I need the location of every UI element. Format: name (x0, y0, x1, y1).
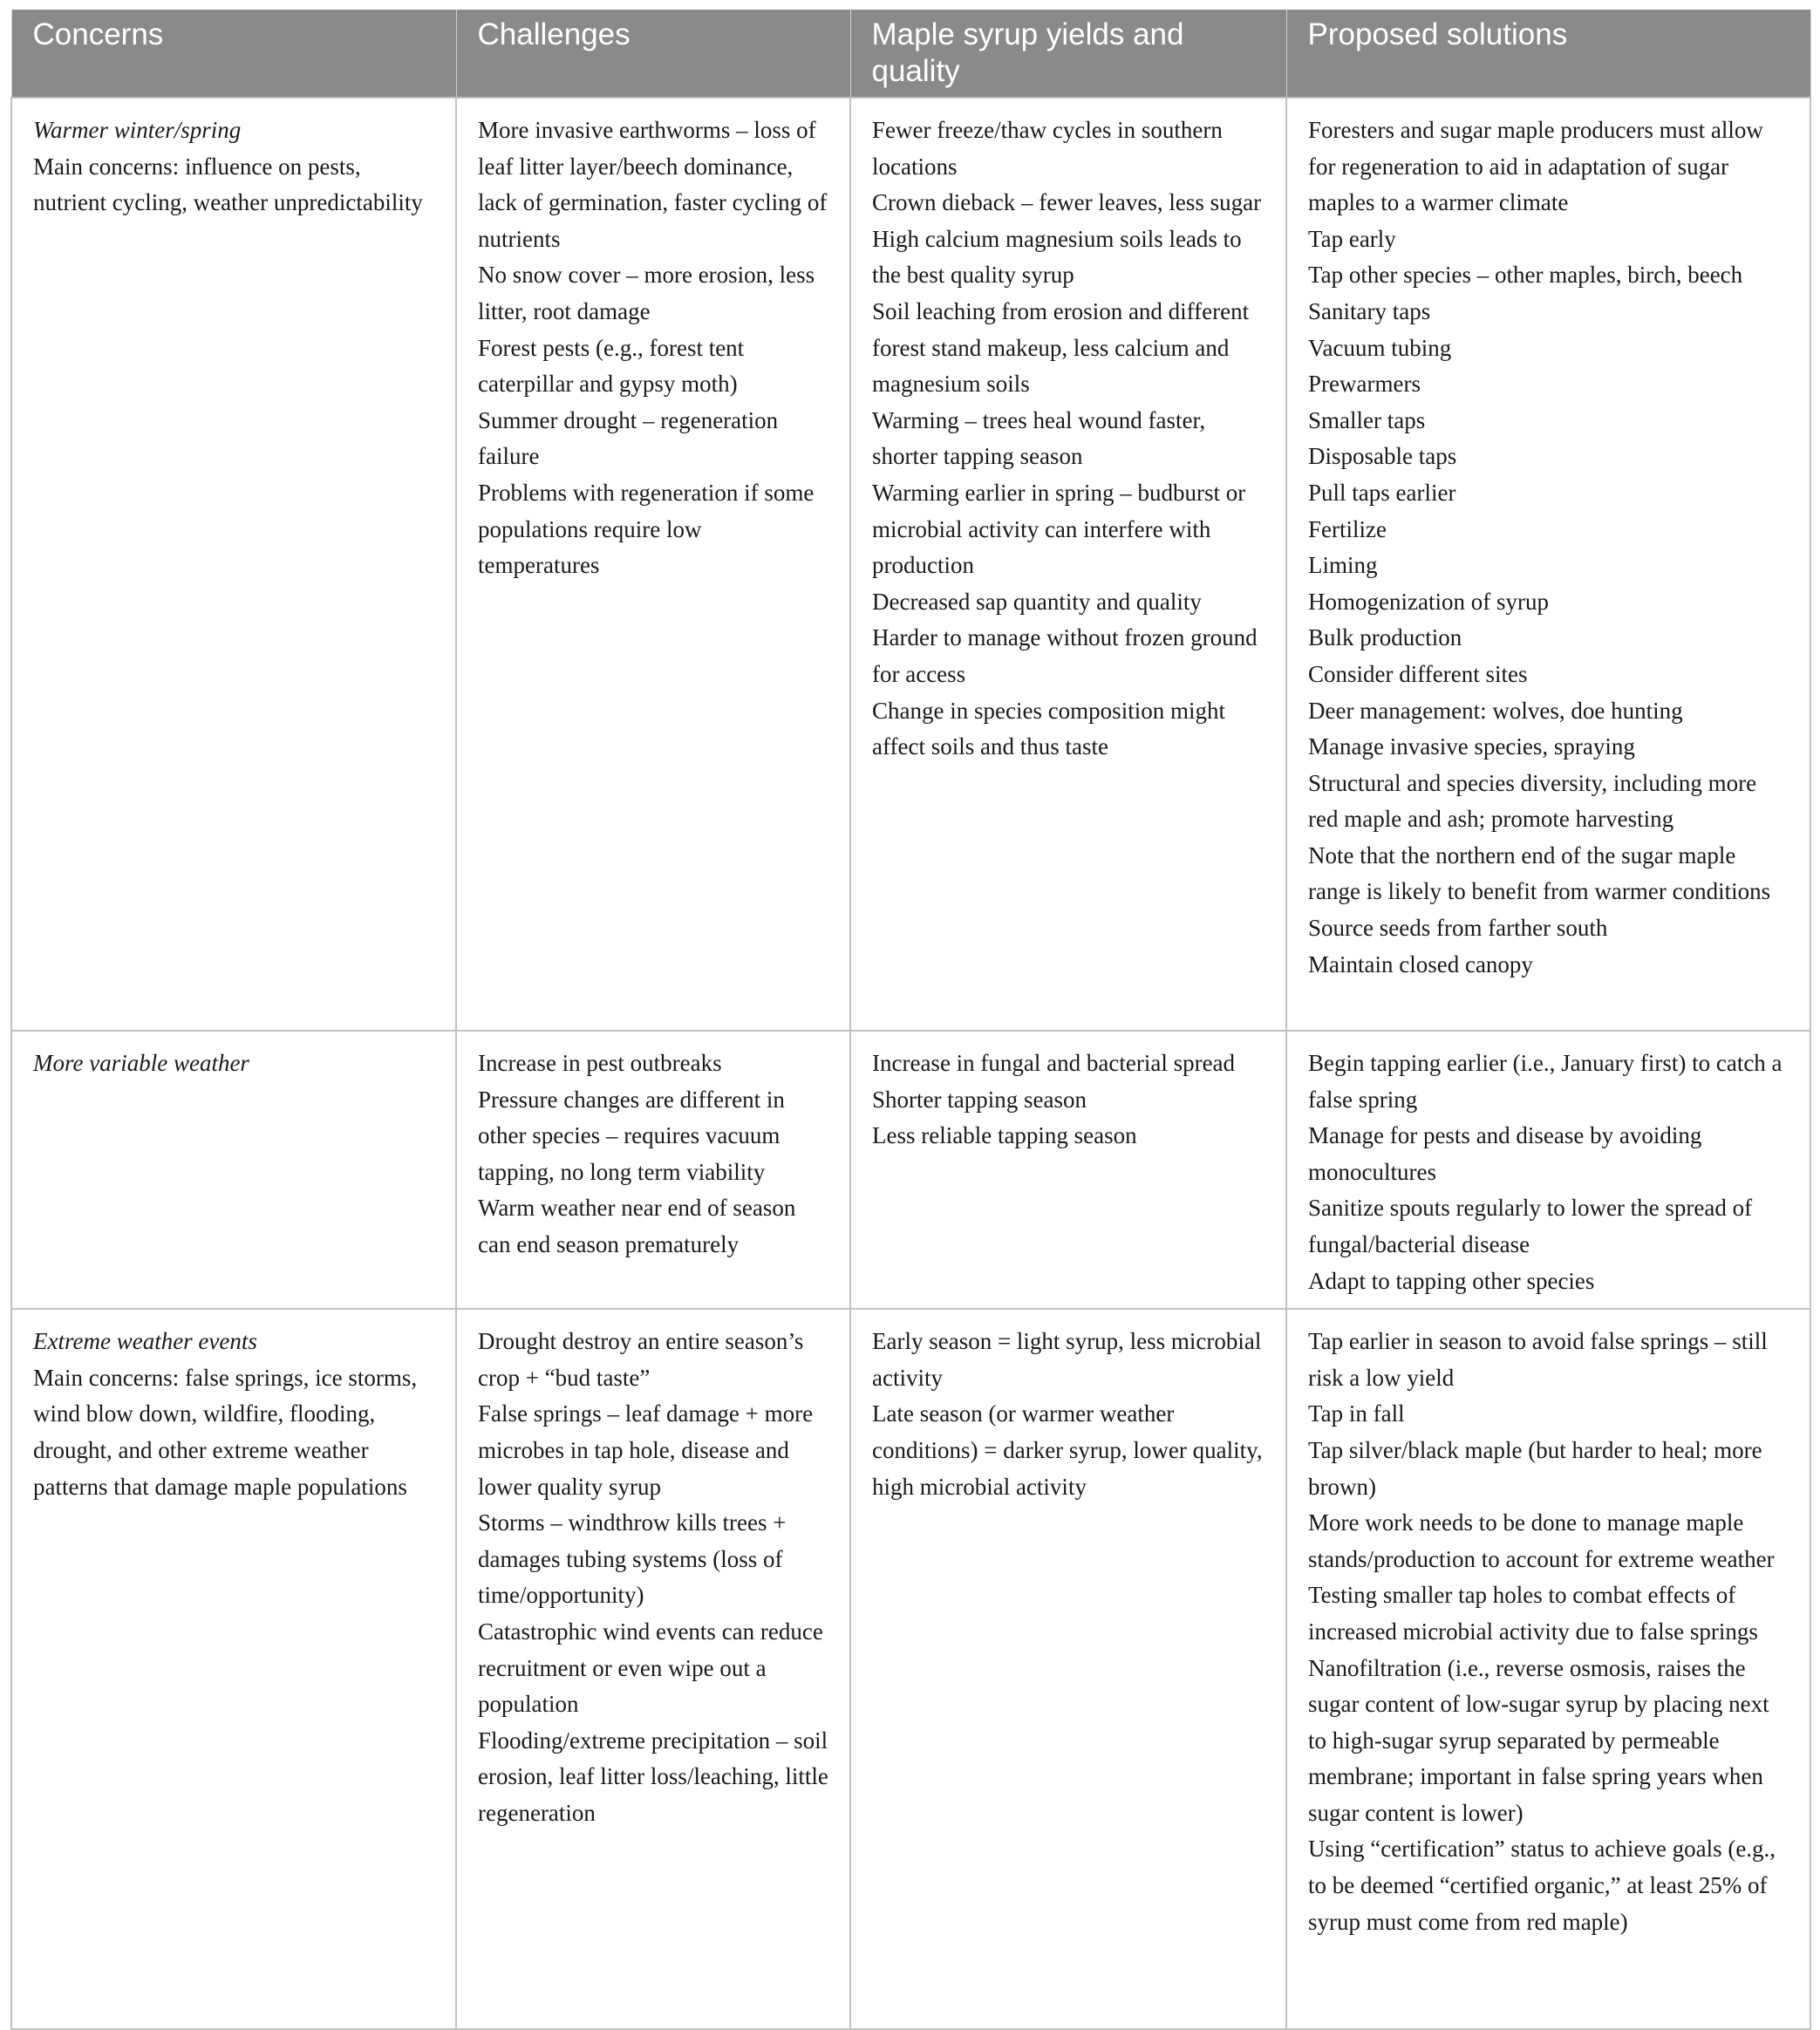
challenges-cell (456, 1031, 850, 1309)
challenges-cell (456, 98, 850, 1031)
cell-line: Using “certification” status to achieve goals (e.g., to be deemed “certified organic,” at least 25% of syrup must come from red maple) (1308, 1836, 1776, 1935)
concern-title: Warmer winter/spring (33, 117, 242, 143)
cell-line: False springs – leaf damage + more microbes in tap hole, disease and lower quality syrup (478, 1400, 814, 1500)
cell-line: Nanofiltration (i.e., reverse osmosis, raises the sugar content of low-sugar syrup by placing next to high-sugar syrup separated by permeable membrane; important in false spring years when sugar content is lower) (1308, 1654, 1769, 1826)
cell-line: High calcium magnesium soils leads to the best quality syrup (872, 225, 1242, 289)
cell-line: Liming (1308, 552, 1378, 579)
cell-line: Tap earlier in season to avoid false springs – still risk a low yield (1308, 1328, 1768, 1391)
cell-line: Structural and species diversity, including more red maple and ash; promote harvesting (1308, 769, 1757, 833)
header-challenges: Challenges (456, 10, 850, 98)
table-row (11, 1031, 1810, 1309)
cell-line: Crown dieback – fewer leaves, less sugar (872, 189, 1262, 216)
table-container (10, 10, 1810, 2030)
cell-line: Warming – trees heal wound faster, shorter tapping season (872, 406, 1206, 470)
cell-line: Tap in fall (1308, 1400, 1405, 1427)
cell-line: Foresters and sugar maple producers must allow for regeneration to aid in adaptation of sugar maples to a warmer climate (1308, 117, 1763, 216)
cell-line: Sanitize spouts regularly to lower the spread of fungal/bacterial disease (1308, 1195, 1753, 1257)
concern-title: Extreme weather events (33, 1328, 257, 1355)
cell-line: Disposable taps (1308, 443, 1457, 470)
cell-line: Consider different sites (1308, 660, 1528, 687)
cell-line: Fertilize (1308, 515, 1387, 542)
cell-line: Adapt to tapping other species (1308, 1267, 1595, 1294)
solutions-cell (1286, 1309, 1810, 2029)
solutions-cell (1286, 1031, 1810, 1309)
cell-line: More work needs to be done to manage maple stands/production to account for extreme weather (1308, 1509, 1775, 1572)
cell-line: Late season (or warmer weather conditions) = darker syrup, lower quality, high microbial activity (872, 1400, 1263, 1500)
cell-line: Flooding/extreme precipitation – soil erosion, leaf litter loss/leaching, little regeneration (478, 1727, 828, 1826)
cell-line: Prewarmers (1308, 371, 1421, 398)
cell-line: More invasive earthworms – loss of leaf litter layer/beech dominance, lack of germination, faster cycling of nutrients (478, 117, 828, 252)
concern-detail: Main concerns: false springs, ice storms, wind blow down, wildfire, flooding, drought, and other extreme weather patterns that damage maple populations (33, 1364, 418, 1500)
cell-line: Change in species composition might affect soils and thus taste (872, 697, 1225, 760)
cell-line: Early season = light syrup, less microbial activity (872, 1328, 1262, 1391)
header-row (11, 10, 1810, 98)
cell-line: Increase in pest outbreaks (478, 1050, 722, 1076)
cell-line: Bulk production (1308, 624, 1462, 651)
cell-line: Fewer freeze/thaw cycles in southern locations (872, 117, 1223, 180)
cell-line: Manage invasive species, spraying (1308, 733, 1635, 760)
cell-line: Decreased sap quantity and quality (872, 588, 1202, 615)
cell-line: Storms – windthrow kills trees + damages tubing systems (loss of time/opportunity) (478, 1509, 787, 1609)
cell-line: Forest pests (e.g., forest tent caterpillar and gypsy moth) (478, 334, 745, 398)
cell-line: Drought destroy an entire season’s crop + “bud taste” (478, 1328, 804, 1391)
concern-title: More variable weather (33, 1050, 249, 1076)
cell-line: Testing smaller tap holes to combat effects of increased microbial activity due to false springs (1308, 1582, 1758, 1645)
header-solutions: Proposed solutions (1286, 10, 1810, 98)
cell-line: Vacuum tubing (1308, 334, 1452, 361)
concerns-cell (11, 1031, 456, 1309)
yields-cell (850, 1031, 1286, 1309)
table-row (11, 98, 1810, 1031)
cell-line: Source seeds from farther south (1308, 915, 1608, 942)
cell-line: Soil leaching from erosion and different forest stand makeup, less calcium and magnesium soils (872, 297, 1250, 398)
cell-line: Pressure changes are different in other species – requires vacuum tapping, no long term viability (478, 1086, 785, 1185)
cell-line: Shorter tapping season (872, 1086, 1087, 1113)
cell-line: No snow cover – more erosion, less litter, root damage (478, 262, 815, 324)
cell-line: Increase in fungal and bacterial spread (872, 1050, 1236, 1076)
concerns-cell (11, 1309, 456, 2029)
cell-line: Pull taps earlier (1308, 479, 1456, 506)
solutions-cell (1286, 98, 1810, 1031)
cell-line: Tap early (1308, 225, 1396, 252)
cell-line: Less reliable tapping season (872, 1122, 1137, 1149)
concern-detail: Main concerns: influence on pests, nutrient cycling, weather unpredictability (33, 153, 423, 216)
cell-line: Warming earlier in spring – budburst or microbial activity can interfere with production (872, 479, 1246, 579)
cell-line: Tap other species – other maples, birch, beech (1308, 262, 1743, 289)
concerns-cell (11, 98, 456, 1031)
cell-line: Smaller taps (1308, 406, 1426, 433)
challenges-cell (456, 1309, 850, 2029)
yields-cell (850, 1309, 1286, 2029)
cell-line: Deer management: wolves, doe hunting (1308, 697, 1683, 724)
cell-line: Homogenization of syrup (1308, 588, 1549, 615)
cell-line: Summer drought – regeneration failure (478, 406, 779, 470)
header-concerns: Concerns (11, 10, 456, 98)
cell-line: Problems with regeneration if some populations require low temperatures (478, 479, 815, 579)
cell-line: Sanitary taps (1308, 297, 1431, 324)
header-yields: Maple syrup yields and quality (850, 10, 1286, 98)
cell-line: Begin tapping earlier (i.e., January first) to catch a false spring (1308, 1050, 1783, 1113)
yields-cell (850, 98, 1286, 1031)
cell-line: Harder to manage without frozen ground for access (872, 624, 1258, 687)
climate-concerns-table (10, 10, 1811, 2030)
cell-line: Warm weather near end of season can end season prematurely (478, 1195, 796, 1257)
cell-line: Maintain closed canopy (1308, 950, 1533, 978)
table-row (11, 1309, 1810, 2029)
cell-line: Manage for pests and disease by avoiding monocultures (1308, 1122, 1702, 1185)
cell-line: Tap silver/black maple (but harder to heal; more brown) (1308, 1436, 1762, 1500)
cell-line: Note that the northern end of the sugar maple range is likely to benefit from warmer conditions (1308, 841, 1771, 905)
cell-line: Catastrophic wind events can reduce recruitment or even wipe out a population (478, 1618, 823, 1718)
